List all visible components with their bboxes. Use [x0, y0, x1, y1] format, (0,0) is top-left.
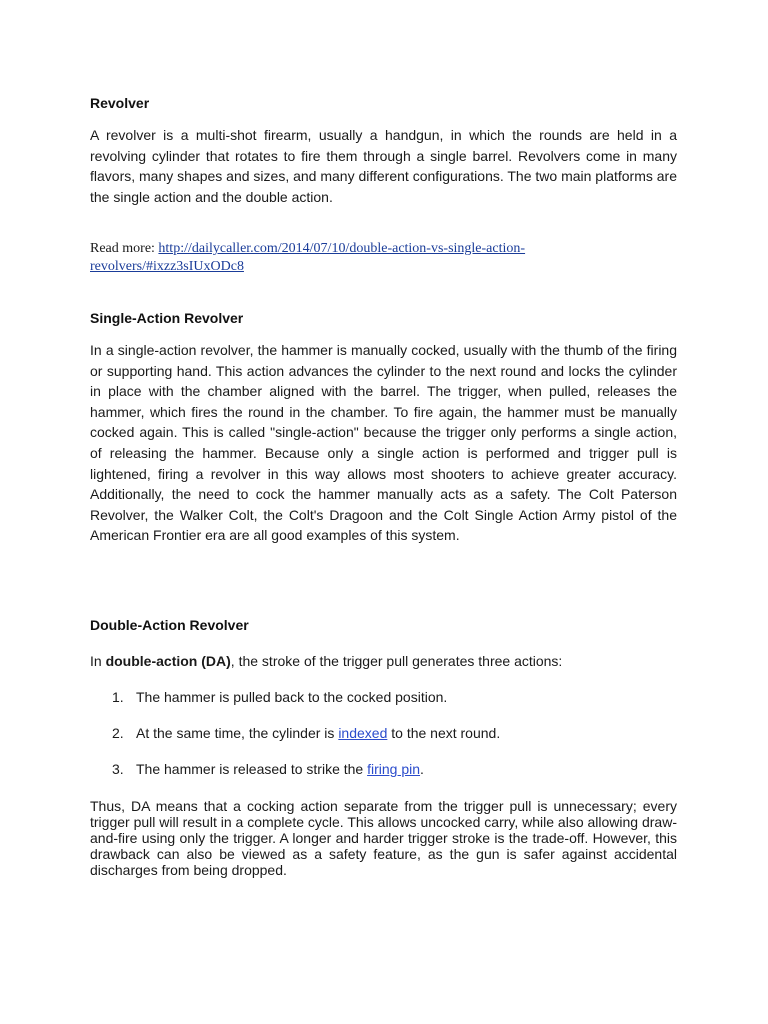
- read-more-label: Read more:: [90, 241, 159, 256]
- list-number: 3.: [112, 761, 124, 777]
- list-item-2: [112, 724, 672, 742]
- indexed-link[interactable]: indexed: [338, 725, 388, 741]
- revolver-paragraph: A revolver is a multi-shot firearm, usually a handgun, in which the rounds are held in a revolving cylinder that rotates to fire them through a single barrel. Revolvers come in many flavors, many shapes and sizes, and many different configurations. The two main platforms are the single action and the double action.: [90, 127, 678, 205]
- double-action-heading: Double-Action Revolver: [90, 617, 249, 633]
- list-text-before: The hammer is released to strike the: [136, 761, 368, 777]
- list-text-after: .: [420, 761, 424, 777]
- list-item-1: [112, 688, 672, 706]
- double-action-intro: [90, 651, 677, 672]
- single-action-paragraph: In a single-action revolver, the hammer is manually cocked, usually with the thumb of the firing or supporting hand. This action advances the cylinder to the next round and locks the cylinder in place with the chamber aligned with the barrel. The trigger, when pulled, releases the hammer, which fires the round in the chamber. To fire again, the hammer must be manually cocked again. This is called "single-action" because the trigger only performs a single action, of releasing the hammer. Because only a single action is performed and trigger pull is lightened, firing a revolver in this way allows most shooters to achieve greater accuracy. Additionally, the need to cock the hammer manually acts as a safety. The Colt Paterson Revolver, the Walker Colt, the Colt's Dragoon and the Colt Single Action Army pistol of the American Frontier era are all good examples of this system.: [90, 342, 677, 544]
- list-text: The hammer is pulled back to the cocked position.: [136, 689, 448, 705]
- list-item-3: [112, 760, 672, 778]
- read-more-link[interactable]: http://dailycaller.com/2014/07/10/double-action-vs-single-action-revolvers/#ixzz3sIUxODc8: [90, 241, 526, 274]
- intro-suffix: , the stroke of the trigger pull generates three actions:: [230, 653, 563, 669]
- list-text-before: At the same time, the cylinder is: [136, 725, 339, 741]
- revolver-heading: Revolver: [90, 95, 150, 111]
- intro-prefix: In: [90, 653, 106, 669]
- firing-pin-link[interactable]: firing pin: [367, 761, 421, 777]
- intro-bold-term: double-action (DA): [105, 653, 231, 669]
- list-number: 2.: [112, 725, 124, 741]
- single-action-heading: Single-Action Revolver: [90, 310, 244, 326]
- double-action-closing-paragraph: Thus, DA means that a cocking action separate from the trigger pull is unnecessary; every trigger pull will result in a complete cycle. This allows uncocked carry, while also allowing draw-and-fire using only the trigger. A longer and harder trigger stroke is the trade-off. However, this drawback can also be viewed as a safety feature, as the gun is safer against accidental discharges from being dropped.: [90, 798, 677, 878]
- list-number: 1.: [112, 689, 124, 705]
- read-more-line: [90, 240, 677, 276]
- list-text-after: to the next round.: [387, 725, 501, 741]
